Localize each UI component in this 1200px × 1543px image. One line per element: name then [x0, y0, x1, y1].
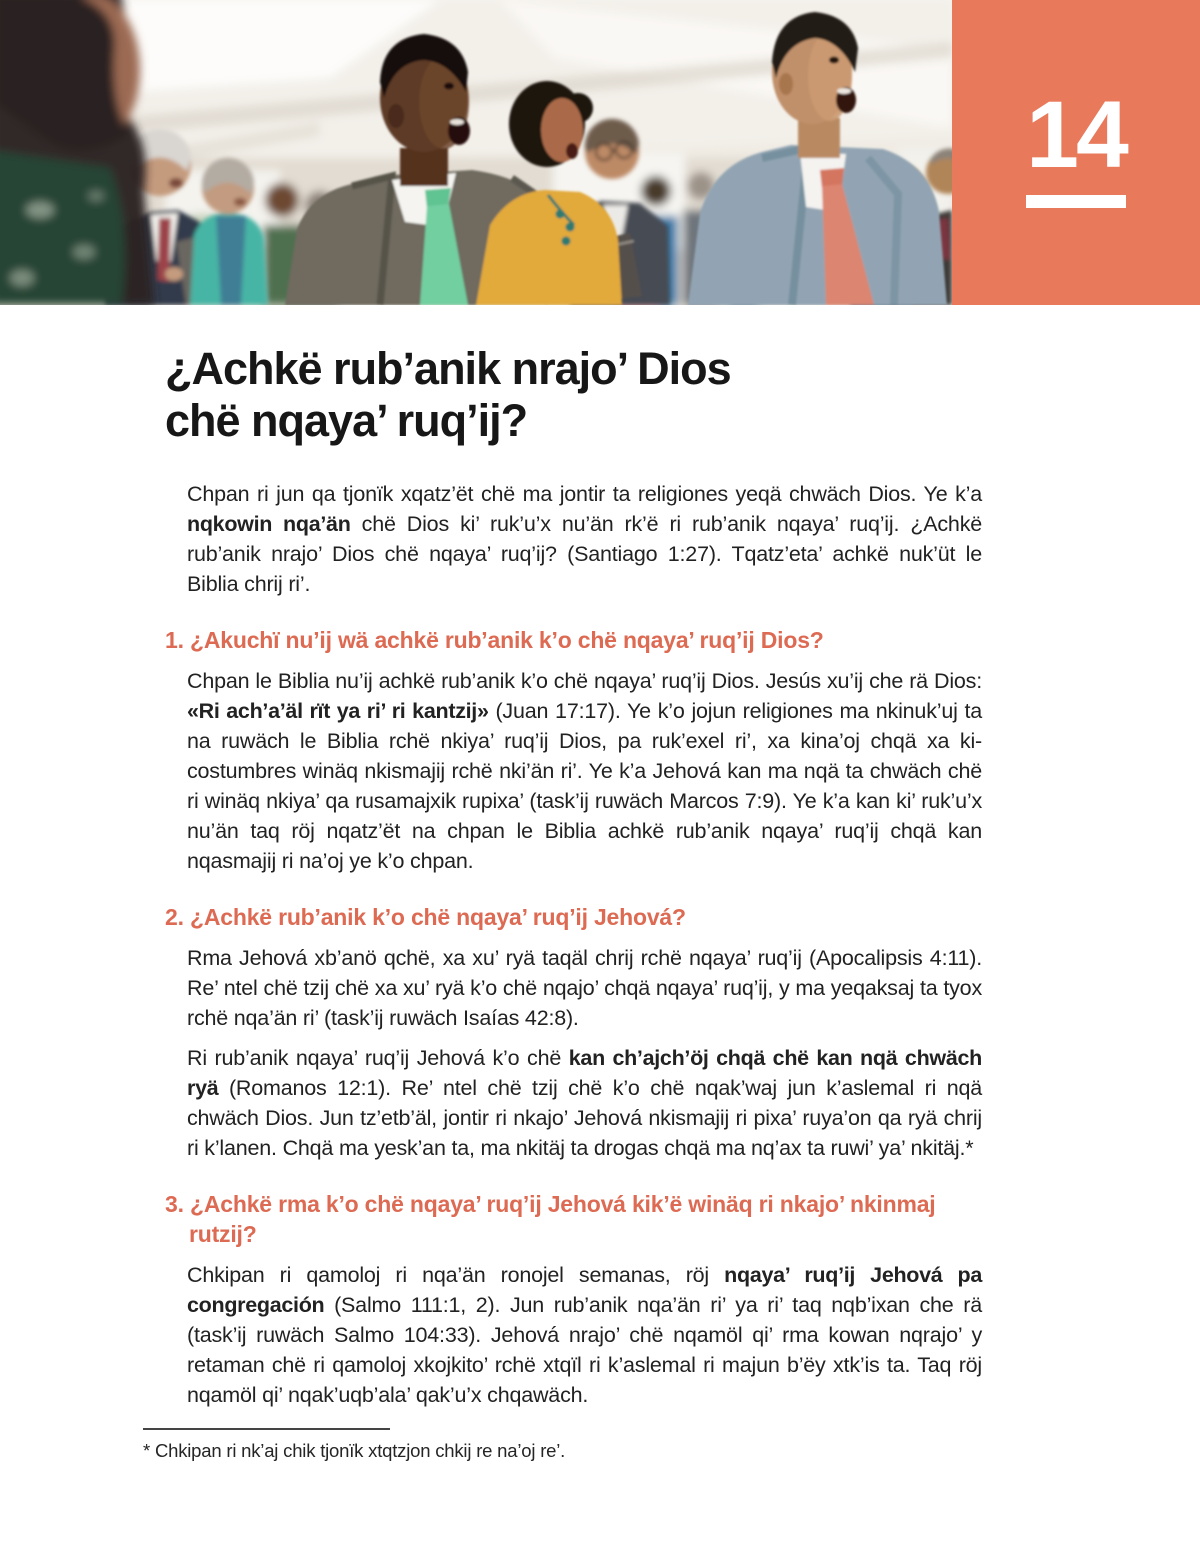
chapter-number-underline [1026, 195, 1126, 208]
chapter-number: 14 [1026, 82, 1126, 188]
footnote-text: * Chkipan ri nk’aj chik tjonïk xtqtzjon chkij re na’oj re’. [143, 1440, 566, 1462]
section-3-heading [165, 1189, 982, 1249]
section-1-heading [165, 625, 982, 655]
page-title-line-1: ¿Achkë rub’anik nrajo’ Dios [165, 343, 731, 394]
congregation-photo [0, 0, 952, 305]
section-1-number: 1. [165, 627, 184, 654]
section-2-paragraph-1: Rma Jehová xb’anö qchë, xa xu’ ryä taqäl chrij rchë nqaya’ ruq’ij (Apocalipsis 4:11). Re’ ntel chë tzij chë xa xu’ ryä k’o chë nqajo’ chqä nqaya’ ruq’ij, y ma yeqaksaj ta tyox rchë nqa’än ri’ (task’ij ruwäch Isaías 42:8). [187, 946, 982, 1031]
chapter-number-badge [952, 0, 1200, 305]
section-3-number: 3. [165, 1191, 184, 1218]
section-1-question: ¿Akuchï nu’ij wä achkë rub’anik k’o chë nqaya’ ruq’ij Dios? [190, 627, 824, 654]
section-2-question: ¿Achkë rub’anik k’o chë nqaya’ ruq’ij Jehová? [190, 904, 686, 931]
section-2-paragraph-2: Ri rub’anik nqaya’ ruq’ij Jehová k’o chë kan ch’ajch’öj chqä chë kan nqä chwäch ryä (Romanos 12:1). Re’ ntel chë tzij chë k’o chë nqak’waj jun k’aslemal ri nqä chwäch Dios. Jun tz’etb’äl, jontir ri nkajo’ Jehová nkismajij ri pixa’ ruya’on qa ryä chrij ri k’lanen. Chqä ma yesk’an ta, ma nkitäj ta drogas chqä ma nq’ax ta ruwi’ ya’ nkitäj.* [187, 1046, 982, 1161]
page-title [165, 343, 982, 447]
page-title-line-2: chë nqaya’ ruq’ij? [165, 395, 528, 447]
section-3-question: ¿Achkë rma k’o chë nqaya’ ruq’ij Jehová kik’ë winäq ri nkajo’ nkinmaj rutzij? [189, 1191, 936, 1248]
section-2-heading [165, 902, 982, 932]
congregation-photo-illustration [0, 0, 952, 305]
section-3-paragraph-1: Chkipan ri qamoloj ri nqa’än ronojel semanas, röj nqaya’ ruq’ij Jehová pa congregación (Salmo 111:1, 2). Jun rub’anik nqa’än ri’ ya ri’ taq nqb’ixan che rä (task’ij ruwäch Salmo 104:33). Jehová nrajo’ chë nqamöl qi’ rma kowan nqrajo’ y retaman chë ri qamoloj xkojkito’ rchë xtqïl ri k’aslemal ri majun b’ëy xtk’is ta. Taq röj nqamöl qi’ nqak’uqb’ala’ qak’u’x chqawäch. [187, 1263, 983, 1408]
footnote-block [143, 1428, 1200, 1463]
lesson-content [0, 343, 1200, 1410]
section-1-paragraph-1: Chpan le Biblia nu’ij achkë rub’anik k’o chë nqaya’ ruq’ij Dios. Jesús xu’ij che rä Dios: «Ri ach’a’äl rït ya ri’ ri kantzij» (Juan 17:17). Ye k’o jojun religiones ma nkinuk’uj ta na ruwäch le Biblia rchë nkiya’ ruq’ij Dios, pa ruk’exel ri’, xa kina’oj chqä xa ki-costumbres winäq nkismajij rchë nki’än ri’. Ye k’a Jehová kan ma nqä ta chwäch chë ri winäq nkiya’ qa rusamajxik rupixa’ (task’ij ruwäch Marcos 7:9). Ye k’a kan ki’ ruk’u’x nu’än taq röj nqatz’ët na chpan le Biblia achkë rub’anik nqaya’ ruq’ij chqä kan nqasmajij ri na’oj ye k’o chpan. [187, 669, 982, 874]
footnote-divider [143, 1428, 390, 1430]
section-2-number: 2. [165, 904, 184, 931]
page-header [0, 0, 1200, 305]
intro-paragraph: Chpan ri jun qa tjonïk xqatz’ët chë ma jontir ta religiones yeqä chwäch Dios. Ye k’a nqkowin nqa’än chë Dios ki’ ruk’u’x nu’än rk’ë ri rub’anik nqaya’ ruq’ij. ¿Achkë rub’anik nrajo’ Dios chë nqaya’ ruq’ij? (Santiago 1:27). Tqatz’eta’ achkë nuk’üt le Biblia chrij ri’. [187, 482, 983, 597]
